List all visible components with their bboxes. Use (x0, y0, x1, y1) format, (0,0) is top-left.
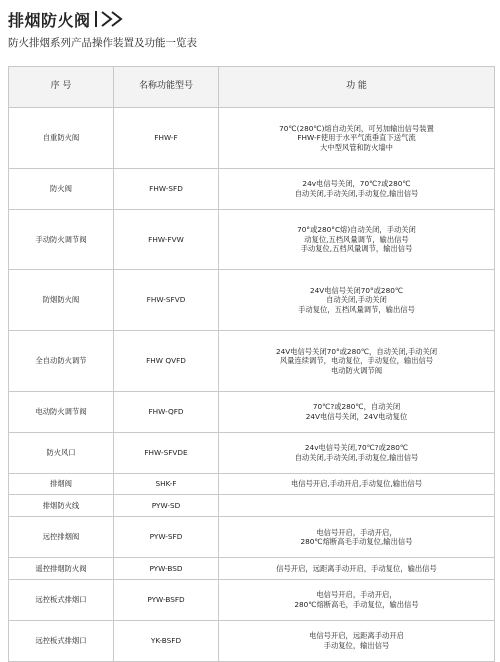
row-function-cell: 24V电信号关闭70°或280℃，自动关闭,手动关闭 风量连续调节，电动复位，手动复位，输出信号 电动防火调节阀 (219, 331, 495, 392)
row-function-cell: 70℃(280℃)熔自动关闭，可另加输出信号装置 FHW-F使用于水平气流垂直下送气流 大中型风管和防火墙中 (219, 108, 495, 169)
row-function-cell: 70℃?或280℃，自动关闭 24V电信号关闭，24V电动复位 (219, 391, 495, 432)
row-name-cell: 排烟阀 (9, 473, 114, 495)
row-model-cell: PYW-BSD (114, 558, 219, 580)
row-function-cell: 24V电信号关闭70°或280℃ 自动关闭,手动关闭 手动复位，五档风量调节，输出信号 (219, 270, 495, 331)
table-row (9, 270, 495, 331)
header (8, 6, 130, 32)
row-function-cell: 70°或280°C熔)自动关闭，手动关闭 动复位,五档风量调节，输出信号 手动复位,五档风量调节，输出信号 (219, 209, 495, 270)
row-function-cell: 电信号开启，手动开启， 280℃熔断高毛，手动复位，输出信号 (219, 579, 495, 620)
title-divider (95, 11, 97, 27)
row-name-cell: 遥控排烟防火阀 (9, 558, 114, 580)
row-model-cell: FHW QVFD (114, 331, 219, 392)
row-name-cell: 全自动防火调节 (9, 331, 114, 392)
table-row (9, 432, 495, 473)
row-model-cell: FHW-SFD (114, 168, 219, 209)
row-name-cell: 远控排烟阀 (9, 517, 114, 558)
row-function-cell: 电信号开启，远距离手动开启 手动复位，输出信号 (219, 620, 495, 661)
row-model-cell: FHW-SFVD (114, 270, 219, 331)
table-row (9, 108, 495, 169)
table-row (9, 331, 495, 392)
row-name-cell: 远控板式排烟口 (9, 620, 114, 661)
row-name-cell: 远控板式排烟口 (9, 579, 114, 620)
row-name-cell: 防火风口 (9, 432, 114, 473)
row-function-cell (219, 495, 495, 517)
row-function-cell: 信号开启，远距离手动开启，手动复位，输出信号 (219, 558, 495, 580)
row-model-cell: YK-BSFD (114, 620, 219, 661)
table-row (9, 473, 495, 495)
row-model-cell: FHW-FVW (114, 209, 219, 270)
row-name-cell: 手动防火调节阀 (9, 209, 114, 270)
row-model-cell: SHK-F (114, 473, 219, 495)
row-name-cell: 自重防火阀 (9, 108, 114, 169)
table-row (9, 168, 495, 209)
row-model-cell: FHW-QFD (114, 391, 219, 432)
row-name-cell: 电动防火调节阀 (9, 391, 114, 432)
row-name-cell: 排烟防火线 (9, 495, 114, 517)
column-header-model: 名称功能型号 (114, 67, 219, 108)
table-row (9, 391, 495, 432)
product-function-table (8, 66, 495, 662)
row-function-cell: 24v电信号关闭，70℃?或280℃ 自动关闭,手动关闭,手动复位,输出信号 (219, 168, 495, 209)
row-model-cell: PYW-BSFD (114, 579, 219, 620)
row-model-cell: FHW-SFVDE (114, 432, 219, 473)
column-header-function: 功 能 (219, 67, 495, 108)
row-model-cell: PYW-SFD (114, 517, 219, 558)
table-row (9, 517, 495, 558)
row-function-cell: 24v电信号关闭,70℃?或280℃ 自动关闭,手动关闭,手动复位,输出信号 (219, 432, 495, 473)
table-row (9, 620, 495, 661)
row-name-cell: 防火阀 (9, 168, 114, 209)
page-title: 排烟防火阀 (8, 10, 91, 30)
double-chevron-right-icon (100, 11, 130, 27)
row-name-cell: 防烟防火阀 (9, 270, 114, 331)
row-function-cell: 电信号开启，手动开启， 280℃熔断高毛手动复位,输出信号 (219, 517, 495, 558)
table-header-row (9, 67, 495, 108)
column-header-index: 序 号 (9, 67, 114, 108)
row-function-cell: 电信号开启,手动开启,手动复位,输出信号 (219, 473, 495, 495)
table-row (9, 495, 495, 517)
row-model-cell: PYW-SD (114, 495, 219, 517)
page-subtitle: 防火排烟系列产品操作装置及功能一览表 (8, 37, 197, 49)
table-row (9, 209, 495, 270)
row-model-cell: FHW-F (114, 108, 219, 169)
table-row (9, 579, 495, 620)
table-row (9, 558, 495, 580)
